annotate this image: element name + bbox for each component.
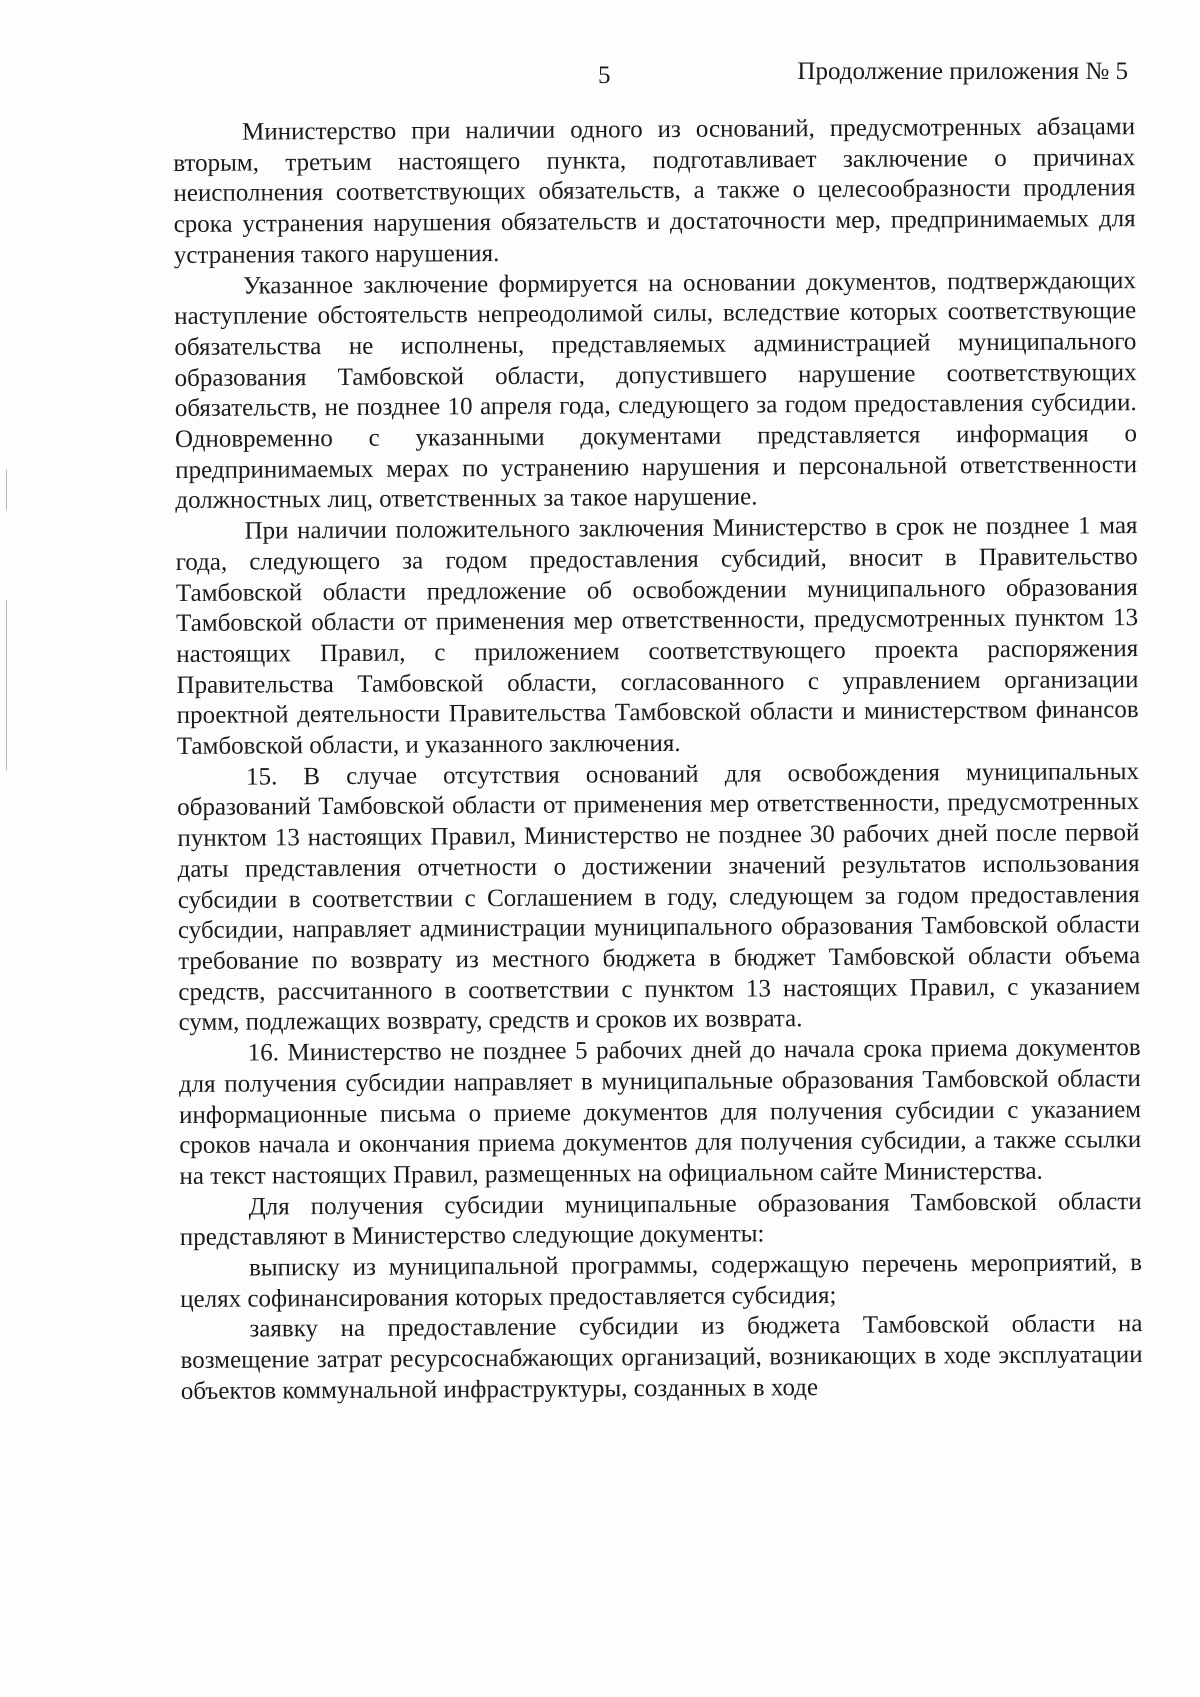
scan-artifact — [6, 470, 7, 510]
document-list-item: выписку из муниципальной программы, содержащую перечень мероприятий, в целях софинансирования которых предоставляется субсидия; — [180, 1249, 1143, 1313]
scan-artifact — [6, 600, 7, 770]
paragraph-item-16: 16. Министерство не позднее 5 рабочих дней до начала срока приема документов для получения субсидии направляет в муниципальные образования Тамбовской области информационные письма о приеме документов для получения субсидии с указанием сроков начала и окончания приема документов для получения субсидии, а также ссылки на текст настоящих Правил, размещенных на официальном сайте Министерства. — [178, 1034, 1142, 1190]
page-number: 5 — [598, 62, 611, 89]
paragraph: Для получения субсидии муниципальные образования Тамбовской области представляют в Министерство следующие документы: — [179, 1187, 1142, 1252]
paragraph-item-15: 15. В случае отсутствия оснований для освобождения муниципальных образований Тамбовской области от применения мер ответственности, предусмотренных пунктом 13 настоящих Правил, Министерство не позднее 30 рабочих дней после первой даты представления отчетности о достижении значений результатов использования субсидии в соответствии с Соглашением в году, следующем за годом предоставления субсидии, направляет администрации муниципального образования Тамбовской области требование по возврату из местного бюджета в бюджет Тамбовской области объема средств, рассчитанного в соответствии с пунктом 13 настоящих Правил, с указанием сумм, подлежащих возврату, средств и сроков их возврата. — [177, 757, 1141, 1037]
appendix-continuation-note: Продолжение приложения № 5 — [797, 58, 1128, 85]
paragraph: Указанное заключение формируется на основании документов, подтверждающих наступление обстоятельств непреодолимой силы, вследствие которых соответствующие обязательства не исполнены, представляемых администрацией муниципального образования Тамбовской области, допустившего нарушение соответствующих обязательств, не позднее 10 апреля года, следующего за годом предоставления субсидии. Одновременно с указанными документами представляется информация о предпринимаемых мерах по устранению нарушения и персональной ответственности должностных лиц, ответственных за такое нарушение. — [174, 266, 1138, 515]
paragraph: Министерство при наличии одного из оснований, предусмотренных абзацами вторым, третьим настоящего пункта, подготавливает заключение о причинах неисполнения соответствующих обязательств, а также о целесообразности продления срока устранения нарушения обязательств и достаточности мер, предпринимаемых для устранения такого нарушения. — [173, 113, 1136, 269]
document-body — [173, 112, 1143, 1407]
document-list-item: заявку на предоставление субсидии из бюджета Тамбовской области на возмещение затрат ресурсоснабжающих организаций, возникающих в ходе эксплуатации объектов коммунальной инфраструктуры, созданных в ходе — [180, 1310, 1143, 1405]
paragraph: При наличии положительного заключения Министерство в срок не позднее 1 мая года, следующего за годом предоставления субсидий, вносит в Правительство Тамбовской области предложение об освобождении муниципального образования Тамбовской области от применения мер ответственности, предусмотренных пунктом 13 настоящих Правил, с приложением соответствующего проекта распоряжения Правительства Тамбовской области, согласованного с управлением организации проектной деятельности Правительства Тамбовской области и министерством финансов Тамбовской области, и указанного заключения. — [175, 512, 1139, 761]
